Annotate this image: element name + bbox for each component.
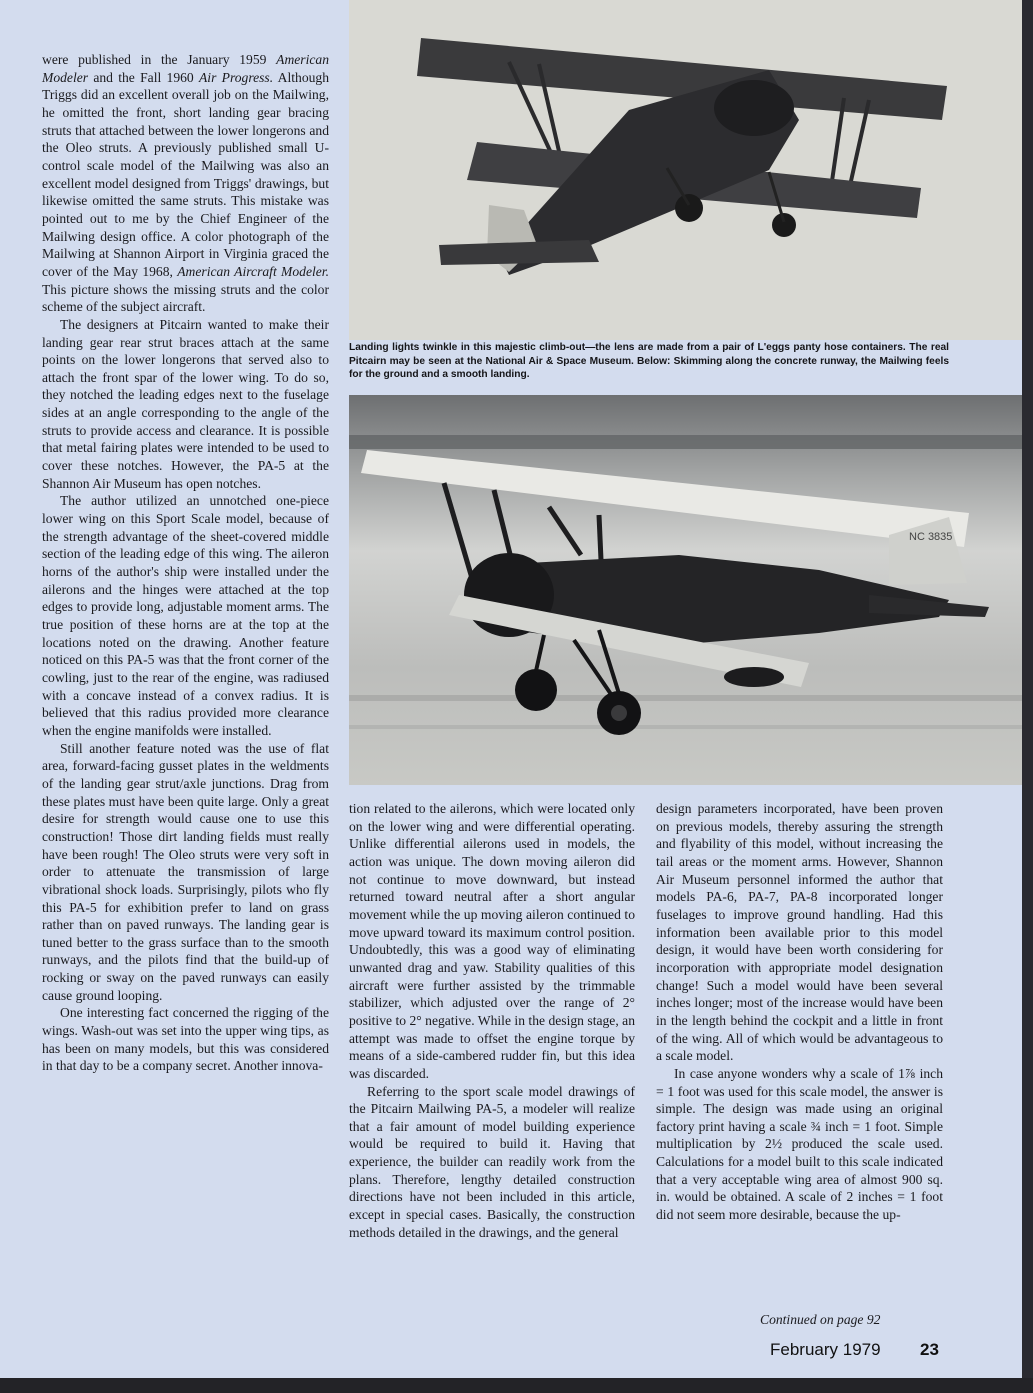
italic-title: American Aircraft Modeler.: [177, 263, 329, 279]
paragraph: [42, 740, 329, 1005]
italic-title: American Modeler: [42, 52, 329, 85]
text-run: were published in the January 1959: [42, 52, 277, 67]
article-column-1: [42, 51, 329, 1075]
article-column-3: [656, 800, 943, 1224]
photo-biplane-climbout: [349, 0, 1022, 340]
paragraph: [42, 1004, 329, 1075]
scan-edge-right: [1022, 0, 1033, 1393]
paragraph: [656, 800, 943, 1065]
text-run: One interesting fact concerned the rigging of the wings. Wash-out was set into the upper wing tips, as has been on many models, but this was considered in that day to be a company secret. Another innova-: [42, 1005, 329, 1074]
text-run: Referring to the sport scale model drawings of the Pitcairn Mailwing PA-5, a modeler will realize that a fair amount of model building experience would be required to build it. Having that experience, the builder can readily work from the plans. Therefore, lengthy detailed construction directions have not been included in this article, except in special cases. Basically, the construction methods detailed in the drawings, and the general: [349, 1083, 635, 1240]
page-number: 23: [920, 1340, 939, 1359]
paragraph: [349, 1083, 635, 1242]
scan-edge-bottom: [0, 1378, 1033, 1393]
text-run: In case anyone wonders why a scale of 1⅞ inch = 1 foot was used for this scale model, the answer is simple. The design was made using an original factory print having a scale ¾ inch = 1 foot. Simple multiplication by 2½ produced the scale used. Calculations for a model built to this scale indicated that a very acceptable wing area of almost 900 sq. in. would be obtained. A scale of 2 inches = 1 foot did not seem more desirable, because the up-: [656, 1065, 943, 1223]
continued-note: Continued on page 92: [760, 1312, 881, 1327]
paragraph: [42, 316, 329, 493]
text-run: and the Fall 1960: [88, 69, 199, 85]
paragraph: [42, 492, 329, 739]
text-run: Still another feature noted was the use of flat area, forward-facing gusset plates in the weldments of the landing gear strut/axle junctions. Drag from these plates must have been quite large. Only a great desire for strength would cause one to use this construction! Those dirt landing fields must really have been rough! The Oleo struts were very soft in order to attenuate the transmission of large vibrational shock loads. Surprisingly, pilots who fly this PA-5 for exhibition prefer to land on grass rather than on paved runways. The landing gear is tuned better to the grass surface than to the smooth runways, and the pilots find that the build-up of rocking or sway on the paved runways can easily cause ground looping.: [42, 740, 329, 1003]
text-run: This picture shows the missing struts and the color scheme of the subject aircraft.: [42, 281, 329, 315]
paragraph: [42, 51, 329, 316]
article-column-2: [349, 800, 635, 1241]
text-run: design parameters incorporated, have been proven on previous models, thereby assuring the strength and flyability of this model, without increasing the tail areas or the moment arms. However, Shannon Air Museum personnel informed the author that models PA-6, PA-7, PA-8 incorporated longer fuselages to improve ground handling. Had this information been available prior to this model design, it would have been worth considering for incorporation with appropriate model designation change! Such a model would have been several inches longer; most of the increase would have been in the length behind the cockpit and a little in front of the wing. All of which would be advantageous to a scale model.: [656, 801, 943, 1064]
text-run: The author utilized an unnotched one-piece lower wing on this Sport Scale model, because of the strength advantage of the sheet-covered middle section of the leading edge of this wing. The aileron horns of the author's ship were installed under the ailerons and the hinges were attached at the top edges to provide long, adjustable moment arms. The true position of these horns are at the top at the locations noted on the drawing. Another feature noticed on this PA-5 was that the front corner of the cowling, just to the rear of the engine, was radiused with a concave instead of a convex radius. It is believed that this radius provided more clearance when the engine manifolds were installed.: [42, 493, 329, 738]
photo-caption: Landing lights twinkle in this majestic climb-out—the lens are made from a pair of L'eggs panty hose containers. The real Pitcairn may be seen at the National Air & Space Museum. Below: Skimming along the concrete runway, the Mailwing feels for the ground and a smooth landing.: [349, 342, 949, 380]
text-run: tion related to the ailerons, which were located only on the lower wing and were differential operating. Unlike differential ailerons used in models, the action was unique. The down moving aileron did not continue to move downward, but instead returned toward neutral after a short angular movement while the up moving aileron continued to move upward toward its maximum control position. Undoubtedly, this was a good way of eliminating unwanted drag and yaw. Stability qualities of this aircraft were further assisted by the trimmable stabilizer, which adjusted over the range of 2° positive to 2° negative. While in the design stage, an attempt was made to offset the engine torque by means of a side-cambered rudder fin, but this idea was discarded.: [349, 801, 635, 1081]
paragraph: [349, 800, 635, 1083]
italic-title: Air Progress.: [199, 69, 274, 85]
text-run: Although Triggs did an excellent overall job on the Mailwing, he omitted the front, short landing gear bracing struts that attached between the lower longerons and the Oleo struts. A previously published small U-control scale model of the Mailwing was also an excellent model designed from Triggs' drawings, but likewise omitted the same struts. This mistake was pointed out to me by the Chief Engineer of the Mailwing design office. A color photograph of the Mailwing at Shannon Airport in Virginia graced the cover of the May 1968,: [42, 69, 330, 279]
paragraph: [656, 1065, 943, 1224]
photo-mailwing-landing: [349, 395, 1022, 785]
issue-date: February 1979: [770, 1340, 881, 1359]
tail-marking: NC 3835: [909, 531, 953, 543]
text-run: The designers at Pitcairn wanted to make their landing gear rear strut braces attach at the same points on the lower longerons that served also to attach the front spar of the lower wing. To do so, they notched the leading edges next to the fuselage sides at an angle corresponding to the angle of the struts to provide access and clearance. It is possible that metal fairing plates were intended to be used to cover these notches. However, the PA-5 at the Shannon Air Museum has open notches.: [42, 316, 329, 491]
